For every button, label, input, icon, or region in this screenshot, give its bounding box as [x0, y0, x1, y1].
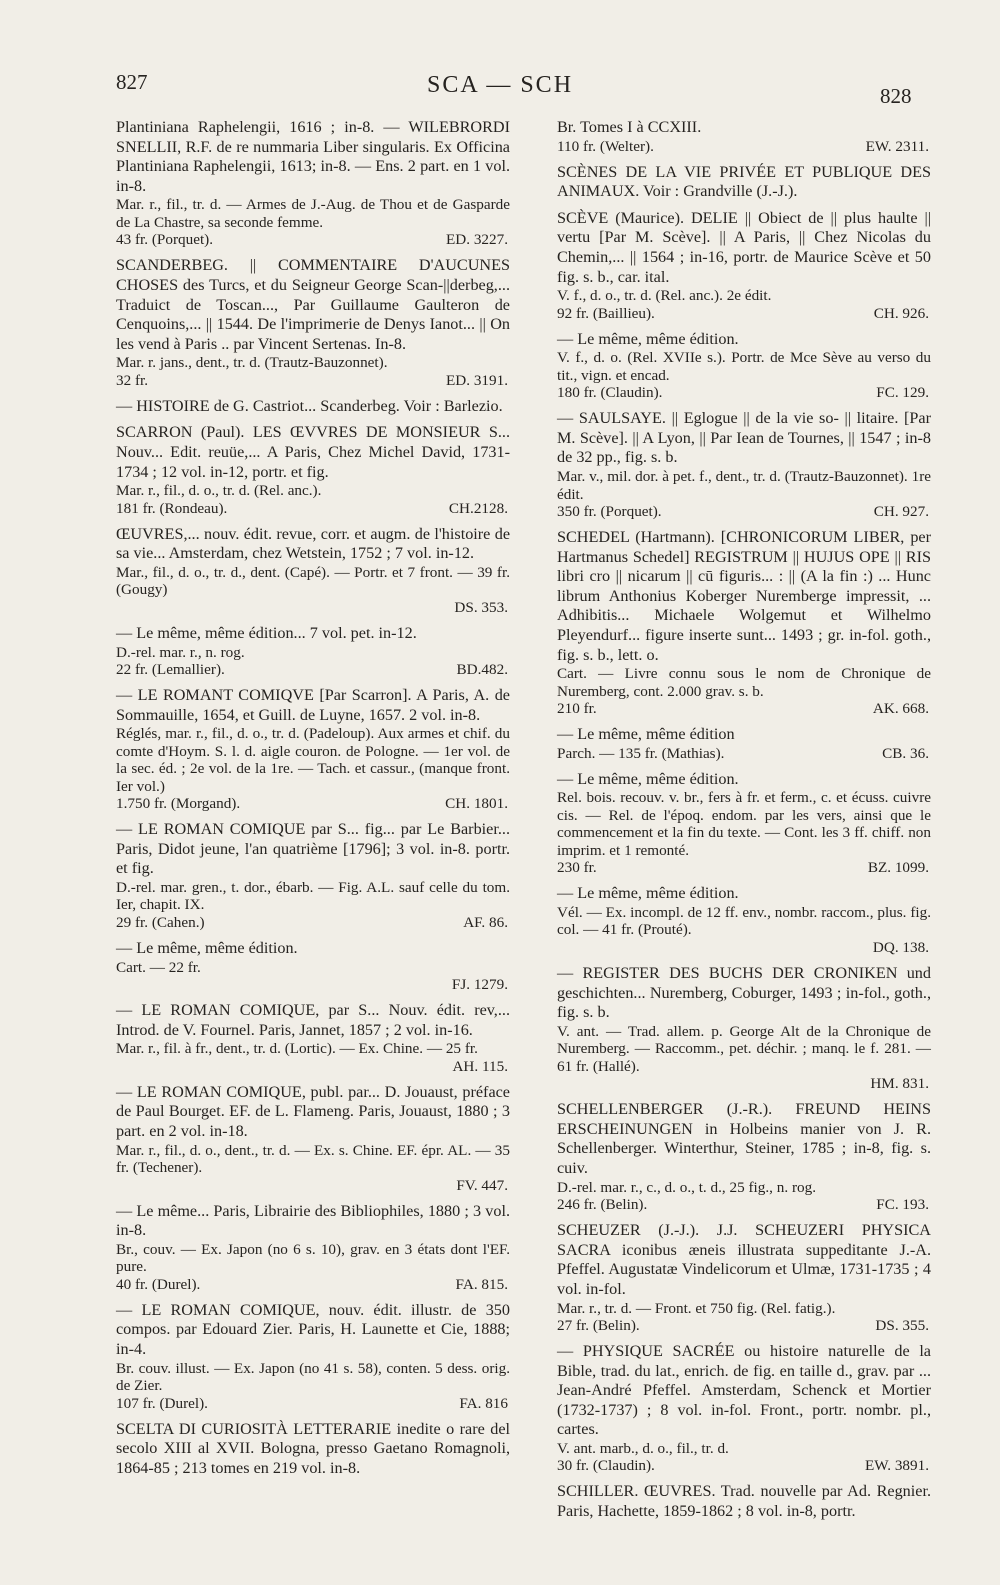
- entry-note: Réglés, mar. r., fil., d. o., tr. d. (Padeloup). Aux armes et chif. du comte d'Hoym. S. l. d. aigle couron. de Pologne. — 1er vol. de la sec. éd. ; 2e vol. de la 1re. — Tach. et cassur., (manque front. Ier vol.): [116, 725, 510, 795]
- catalogue-entry: [557, 163, 931, 202]
- entry-note: Br. couv. illust. — Ex. Japon (no 41 s. 58), conten. 5 dess. orig. de Zier.: [116, 1359, 510, 1394]
- entry-text: — LE ROMAN COMIQUE, par S... Nouv. édit. rev,... Introd. de V. Fournel. Paris, Jannet, 1857 ; 2 vol. in-16.: [116, 1001, 510, 1039]
- entry-reference: DQ. 138.: [872, 938, 929, 956]
- left-page-number: 827: [116, 70, 148, 94]
- entry-text: — LE ROMANT COMIQVE [Par Scarron]. A Paris, A. de Sommauille, 1654, et Guill. de Luyne, 1657. 2 vol. in-8.: [116, 686, 510, 724]
- entry-price: 230 fr.: [557, 859, 597, 877]
- entry-price: 246 fr. (Belin).: [557, 1196, 648, 1214]
- entry-text: Plantiniana Raphelengii, 1616 ; in-8. — WILEBRORDI SNELLII, R.F. de re nummaria Liber singularis. Ex Officina Plantiniana Raphelengii, 1613; in-8. — Ens. 2 part. en 1 vol. in-8.: [116, 118, 510, 195]
- entry-price: 107 fr. (Durel).: [116, 1394, 208, 1412]
- entry-text: — Le même, même édition.: [116, 938, 298, 957]
- entry-reference: DS. 353.: [454, 598, 508, 616]
- entry-text: ŒUVRES,... nouv. édit. revue, corr. et augm. de l'histoire de sa vie... Amsterdam, chez Wetstein, 1752 ; 7 vol. in-12.: [116, 524, 510, 563]
- entry-price-row: [557, 939, 931, 957]
- entry-text: — Le même, même édition.: [557, 769, 739, 788]
- entry-reference: AH. 115.: [452, 1057, 508, 1075]
- entry-price-row: [116, 231, 510, 249]
- catalogue-entry: [557, 770, 931, 878]
- entry-price: 181 fr. (Rondeau).: [116, 499, 228, 517]
- catalogue-entry: [557, 1482, 931, 1521]
- entry-price-row: [116, 914, 510, 932]
- entry-price-row: [116, 976, 510, 994]
- catalogue-entry: [116, 686, 510, 813]
- entry-price-row: [116, 599, 510, 617]
- entry-note: Cart. — 22 fr.: [116, 958, 201, 976]
- catalogue-entry: [557, 725, 931, 763]
- catalogue-entry: [116, 525, 510, 617]
- entry-text: SCARRON (Paul). LES ŒVVRES DE MONSIEUR S... Nouv... Edit. reuüe,... A Paris, Chez Michel David, 1731-1734 ; 12 vol. in-12, portr. et fig.: [116, 423, 510, 481]
- catalogue-entry: [116, 1301, 510, 1413]
- entry-note: Mar. r., fil., tr. d. — Armes de J.-Aug. de Thou et de Gasparde de La Chastre, sa seconde femme.: [116, 196, 510, 231]
- entry-text: — REGISTER DES BUCHS DER CRONIKEN und geschichten... Nuremberg, Coburger, 1493 ; in-fol., goth., fig. s. b.: [557, 963, 931, 1022]
- entry-text: — PHYSIQUE SACRÉE ou histoire naturelle de la Bible, trad. du lat., enrich. de fig. en taille d., grav. par ... Jean-André Pfeffel. Amsterdam, Schenck et Mortier (1732-1737) ; 8 vol. in-fol. Front., portr. nombr. pl., cartes.: [557, 1342, 931, 1439]
- entry-note: Vél. — Ex. incompl. de 12 ff. env., nombr. raccom., plus. fig. col. — 41 fr. (Prouté).: [557, 903, 931, 939]
- entry-text: SCÈNES DE LA VIE PRIVÉE ET PUBLIQUE DES ANIMAUX. Voir : Grandville (J.-J.).: [557, 162, 931, 201]
- entry-price-row: [557, 384, 931, 402]
- entry-price: Parch. — 135 fr. (Mathias).: [557, 744, 725, 762]
- entry-price-row: [557, 138, 931, 156]
- entry-note: V. f., d. o., tr. d. (Rel. anc.). 2e édit.: [557, 287, 772, 305]
- entry-reference: CH. 926.: [873, 304, 929, 322]
- entry-text: SCANDERBEG. || COMMENTAIRE D'AUCUNES CHOSES des Turcs, et du Seigneur George Scan-||derbeg,... Traduict de Toscan..., Par Guillaume Gaulteron de Cenquoins,... || 1544. De l'imprimerie de Denys Ianot... || On les vend à Paris .. par Vincent Sertenas. In-8.: [116, 256, 510, 353]
- entry-reference: FV. 447.: [456, 1176, 508, 1194]
- catalogue-entry: [557, 528, 931, 718]
- entry-reference: AK. 668.: [872, 700, 929, 718]
- entry-price-row: [557, 1317, 931, 1335]
- entry-price: 22 fr. (Lemallier).: [116, 661, 225, 678]
- entry-price: 30 fr. (Claudin).: [557, 1457, 655, 1475]
- entry-price-row: [557, 745, 931, 763]
- catalogue-entry: [557, 209, 931, 323]
- entry-reference: FA. 816: [459, 1394, 508, 1412]
- entry-price: 92 fr. (Baillieu).: [557, 304, 655, 322]
- running-head: SCA — SCH: [426, 72, 574, 98]
- entry-note: V. ant. — Trad. allem. p. George Alt de la Chronique de Nuremberg. — Raccomm., pet. déchir. ; manq. le f. 281. — 61 fr. (Hallé).: [557, 1022, 931, 1075]
- entry-price: 1.750 fr. (Morgand).: [116, 795, 241, 813]
- entry-text: — Le même... Paris, Librairie des Bibliophiles, 1880 ; 3 vol. in-8.: [116, 1201, 510, 1240]
- entry-note: D.-rel. mar. r., n. rog.: [116, 643, 245, 661]
- entry-note: Mar. r. jans., dent., tr. d. (Trautz-Bauzonnet).: [116, 354, 388, 372]
- entry-text: SCÈVE (Maurice). DELIE || Obiect de || plus haulte || vertu [Par M. Scève]. || A Paris, || Chez Nicolas du Chemin,... || 1564 ; in-16, portr. de Maurice Scève et 50 fig. s. b., car. ital.: [557, 208, 931, 286]
- entry-price-row: [116, 1058, 510, 1076]
- entry-text: SCHELLENBERGER (J.-R.). FREUND HEINS ERSCHEINUNGEN in Holbeins manier von J. R. Schellenberger. Winterthur, Steiner, 1785 ; in-8, fig. s. cuiv.: [557, 1100, 931, 1178]
- entry-price-row: [557, 1457, 931, 1475]
- entry-reference: EW. 3891.: [865, 1457, 929, 1475]
- entry-reference: FC. 129.: [876, 384, 929, 402]
- entry-text: SCHILLER. ŒUVRES. Trad. nouvelle par Ad. Regnier. Paris, Hachette, 1859-1862 ; 8 vol. in-8, portr.: [557, 1482, 931, 1521]
- entry-price-row: [557, 859, 931, 877]
- right-column: [557, 118, 931, 1522]
- entry-text: SCHEDEL (Hartmann). [CHRONICORUM LIBER, per Hartmanus Schedel] REGISTRUM || HUJUS OPE || RIS libri cro || nicarum || cū figuris... : || (A la fin :) ... Hunc librum Anthonius Koberger Nuremberge impressit, ... Adhibitis... Michaele Wolgemut et Wilhelmo Pleyendurf... figure inserte sunt... 1493 ; gr. in-fol. goth., fig. s. b., lett. o.: [557, 528, 931, 664]
- entry-text: — Le même, même édition... 7 vol. pet. in-12.: [116, 623, 417, 642]
- catalogue-entry: [116, 118, 510, 249]
- entry-price: 29 fr. (Cahen.): [116, 913, 205, 931]
- entry-text: — HISTOIRE de G. Castriot... Scanderbeg. Voir : Barlezio.: [116, 396, 503, 415]
- catalogue-entry: [116, 624, 510, 679]
- entry-reference: ED. 3227.: [445, 231, 508, 249]
- entry-reference: DS. 355.: [875, 1317, 929, 1334]
- catalogue-entry: [116, 397, 510, 417]
- entry-text: — SAULSAYE. || Eglogue || de la vie so- || litaire. [Par M. Scève]. || A Lyon, || Par Iean de Tournes, || 1547 ; in-8 de 32 pp., fig. s. b.: [557, 409, 931, 467]
- entry-note: Cart. — Livre connu sous le nom de Chronique de Nuremberg, cont. 2.000 grav. s. b.: [557, 665, 931, 700]
- entry-text: — LE ROMAN COMIQUE, publ. par... D. Jouaust, préface de Paul Bourget. EF. de L. Flameng. Paris, Jouaust, 1880 ; 3 part. en 2 vol. in-18.: [116, 1082, 510, 1140]
- catalogue-entry: [557, 330, 931, 403]
- entry-reference: HM. 831.: [870, 1075, 929, 1093]
- catalogue-entry: [557, 1100, 931, 1214]
- entry-price: 32 fr.: [116, 371, 149, 389]
- entry-price-row: [116, 1276, 510, 1294]
- entry-price: 27 fr. (Belin).: [557, 1317, 640, 1334]
- entry-text: — LE ROMAN COMIQUE par S... fig... par Le Barbier... Paris, Didot jeune, l'an quatrième [1796]; 3 vol. in-8. portr. et fig.: [116, 820, 510, 878]
- entry-reference: BD.482.: [456, 661, 508, 678]
- catalogue-entry: [116, 939, 510, 994]
- entry-price: 110 fr. (Welter).: [557, 137, 654, 155]
- entry-reference: FA. 815.: [455, 1275, 508, 1293]
- entry-note: Br., couv. — Ex. Japon (no 6 s. 10), grav. en 3 états dont l'EF. pure.: [116, 1240, 510, 1276]
- entry-reference: CB. 36.: [882, 744, 929, 762]
- entry-reference: BZ. 1099.: [867, 859, 929, 877]
- entry-price-row: [116, 372, 510, 390]
- catalogue-entry: [557, 409, 931, 521]
- entry-note: Mar. r., fil. à fr., dent., tr. d. (Lortic). — Ex. Chine. — 25 fr.: [116, 1040, 478, 1058]
- entry-price-row: [116, 661, 510, 679]
- entry-note: V. ant. marb., d. o., fil., tr. d.: [557, 1439, 729, 1457]
- entry-price: 40 fr. (Durel).: [116, 1275, 201, 1293]
- entry-price: 210 fr.: [557, 700, 597, 718]
- catalogue-entry: [116, 1420, 510, 1479]
- entry-reference: AF. 86.: [463, 913, 508, 931]
- catalogue-entry: [116, 1083, 510, 1195]
- entry-price-row: [116, 1395, 510, 1413]
- entry-text: SCHEUZER (J.-J.). J.J. SCHEUZERI PHYSICA SACRA iconibus æneis illustrata suppeditante J.-A. Pfeffel. Augustatæ Vindelicorum et Ulmæ, 1731-1735 ; 4 vol. in-fol.: [557, 1221, 931, 1298]
- left-column: [116, 118, 510, 1478]
- entry-price: 350 fr. (Porquet).: [557, 503, 662, 521]
- entry-note: D.-rel. mar. gren., t. dor., ébarb. — Fig. A.L. sauf celle du tom. Ier, chapit. IX.: [116, 878, 510, 914]
- catalogue-entry: [557, 118, 931, 156]
- entry-text: — Le même, même édition.: [557, 329, 739, 348]
- entry-note: Rel. bois. recouv. v. br., fers à fr. et ferm., c. et écuss. cuivre cis. — Rel. de l'époq. endom. par les vers, ainsi que le commencement et la fin du texte. — Cont. les 3 ff. chiff. non imprim. et 1 remonté.: [557, 789, 931, 859]
- entry-text: — Le même, même édition.: [557, 884, 739, 903]
- entry-price: 180 fr. (Claudin).: [557, 384, 663, 402]
- entry-price-row: [557, 1075, 931, 1093]
- entry-note: V. f., d. o. (Rel. XVIIe s.). Portr. de Mce Sève au verso du tit., vign. et encad.: [557, 349, 931, 384]
- entry-price-row: [116, 1177, 510, 1195]
- entry-note: Mar. v., mil. dor. à pet. f., dent., tr. d. (Trautz-Bauzonnet). 1re édit.: [557, 468, 931, 503]
- entry-reference: CH.2128.: [448, 499, 508, 517]
- catalogue-entry: [116, 256, 510, 389]
- entry-text: SCELTA DI CURIOSITÀ LETTERARIE inedite o rare del secolo XIII al XVII. Bologna, presso Gaetano Romagnoli, 1864-85 ; 213 tomes en 219 vol. in-8.: [116, 1419, 510, 1477]
- entry-price-row: [116, 500, 510, 518]
- entry-text: Br. Tomes I à CCXIII.: [557, 118, 702, 136]
- catalogue-entry: [116, 1202, 510, 1294]
- entry-note: D.-rel. mar. r., c., d. o., t. d., 25 fig., n. rog.: [557, 1178, 816, 1196]
- entry-reference: EW. 2311.: [865, 137, 929, 155]
- entry-reference: FJ. 1279.: [451, 976, 508, 994]
- entry-note: Mar. r., fil., d. o., tr. d. (Rel. anc.).: [116, 482, 322, 500]
- catalogue-entry: [116, 423, 510, 517]
- entry-reference: ED. 3191.: [445, 371, 508, 389]
- entry-price-row: [557, 1196, 931, 1214]
- entry-price-row: [557, 305, 931, 323]
- entry-reference: CH. 1801.: [445, 795, 508, 813]
- catalogue-entry: [557, 884, 931, 957]
- catalogue-entry: [116, 820, 510, 932]
- catalogue-entry: [557, 964, 931, 1093]
- entry-note: Mar., fil., d. o., tr. d., dent. (Capé). — Portr. et 7 front. — 39 fr. (Gougy): [116, 563, 510, 599]
- entry-text: — Le même, même édition: [557, 725, 735, 744]
- catalogue-entry: [116, 1001, 510, 1076]
- entry-text: — LE ROMAN COMIQUE, nouv. édit. illustr. de 350 compos. par Edouard Zier. Paris, H. Launette et Cie, 1888; in-4.: [116, 1300, 510, 1358]
- catalogue-entry: [557, 1342, 931, 1475]
- right-page-number: 828: [880, 84, 912, 108]
- entry-price-row: [116, 795, 510, 813]
- catalogue-entry: [557, 1221, 931, 1335]
- entry-reference: FC. 193.: [876, 1196, 929, 1214]
- entry-price: 43 fr. (Porquet).: [116, 231, 214, 249]
- entry-note: Mar. r., tr. d. — Front. et 750 fig. (Rel. fatig.).: [557, 1299, 836, 1317]
- entry-note: Mar. r., fil., d. o., dent., tr. d. — Ex. s. Chine. EF. épr. AL. — 35 fr. (Techener).: [116, 1141, 510, 1177]
- entry-reference: CH. 927.: [873, 503, 929, 521]
- entry-price-row: [557, 503, 931, 521]
- entry-price-row: [557, 700, 931, 718]
